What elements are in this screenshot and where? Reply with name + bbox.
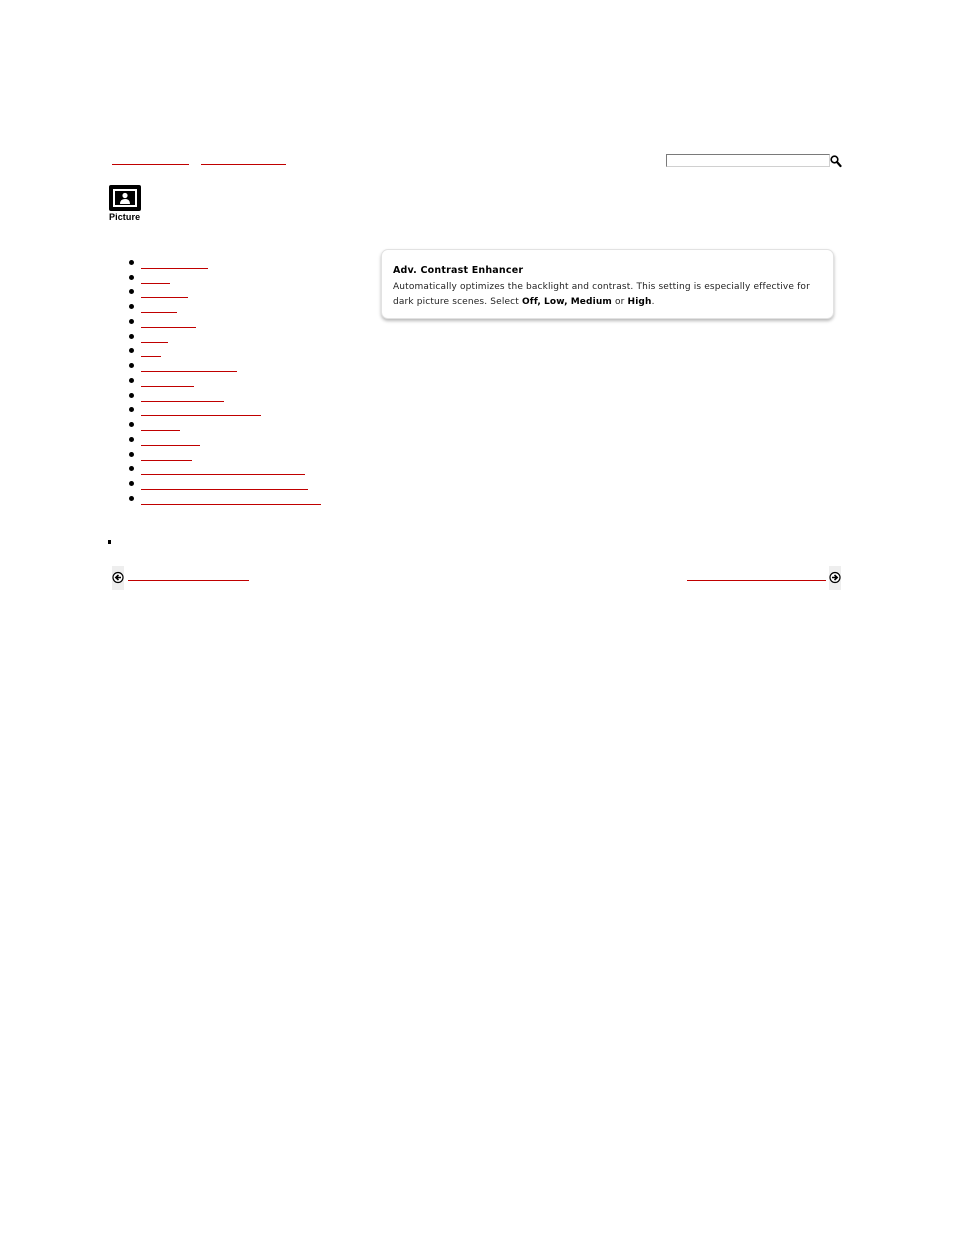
category-label: Picture — [109, 212, 141, 222]
menu-link[interactable] — [141, 316, 196, 328]
bullet — [129, 437, 134, 442]
card-body — [393, 280, 818, 310]
info-card — [381, 249, 834, 319]
picture-icon — [109, 185, 141, 211]
menu-link[interactable] — [141, 404, 261, 416]
prev-link[interactable] — [128, 568, 249, 581]
search-button[interactable] — [830, 153, 842, 166]
menu-link[interactable] — [141, 375, 194, 387]
menu-link[interactable] — [141, 463, 305, 475]
search-input[interactable] — [666, 154, 830, 167]
menu-link[interactable] — [141, 345, 161, 357]
option-medium: Medium — [570, 297, 612, 307]
bullet — [129, 275, 134, 280]
bullet — [129, 378, 134, 383]
menu-link[interactable] — [141, 419, 180, 431]
option-low: Low, — [543, 297, 568, 307]
menu-link[interactable] — [141, 449, 192, 461]
bullet — [129, 304, 134, 309]
period: . — [651, 297, 655, 307]
bullet — [129, 334, 134, 339]
square-bullet — [108, 540, 111, 544]
search-icon — [830, 155, 842, 168]
next-button[interactable] — [829, 566, 841, 590]
bullet — [129, 289, 134, 294]
menu-link[interactable] — [141, 257, 208, 269]
menu-link[interactable] — [141, 286, 188, 298]
menu-link[interactable] — [141, 360, 237, 372]
bullet — [129, 407, 134, 412]
breadcrumb-link-2[interactable] — [201, 152, 286, 165]
option-off: Off, — [521, 297, 541, 307]
bullet — [129, 422, 134, 427]
bullet — [129, 481, 134, 486]
menu-link[interactable] — [141, 301, 177, 313]
arrow-left-icon — [112, 571, 124, 584]
card-description: Automatically optimizes the backlight and contrast. This setting is especially effective for dark picture scenes. Select — [393, 282, 810, 307]
menu-link[interactable] — [141, 434, 200, 446]
next-link[interactable] — [687, 568, 826, 581]
menu-link[interactable] — [141, 478, 308, 490]
bullet — [129, 466, 134, 471]
bullet — [129, 363, 134, 368]
menu-link[interactable] — [141, 493, 321, 505]
bullet — [129, 348, 134, 353]
bullet — [129, 496, 134, 501]
arrow-right-icon — [829, 571, 841, 584]
bullet — [129, 319, 134, 324]
bullet — [129, 452, 134, 457]
bullet — [129, 393, 134, 398]
menu-link[interactable] — [141, 390, 224, 402]
card-title: Adv. Contrast Enhancer — [393, 265, 524, 276]
breadcrumb-link-1[interactable] — [112, 152, 189, 165]
option-high: High — [627, 297, 652, 307]
menu-link[interactable] — [141, 272, 170, 284]
bullet — [129, 260, 134, 265]
word-or: or — [614, 297, 625, 307]
menu-link[interactable] — [141, 331, 168, 343]
prev-button[interactable] — [112, 566, 124, 590]
